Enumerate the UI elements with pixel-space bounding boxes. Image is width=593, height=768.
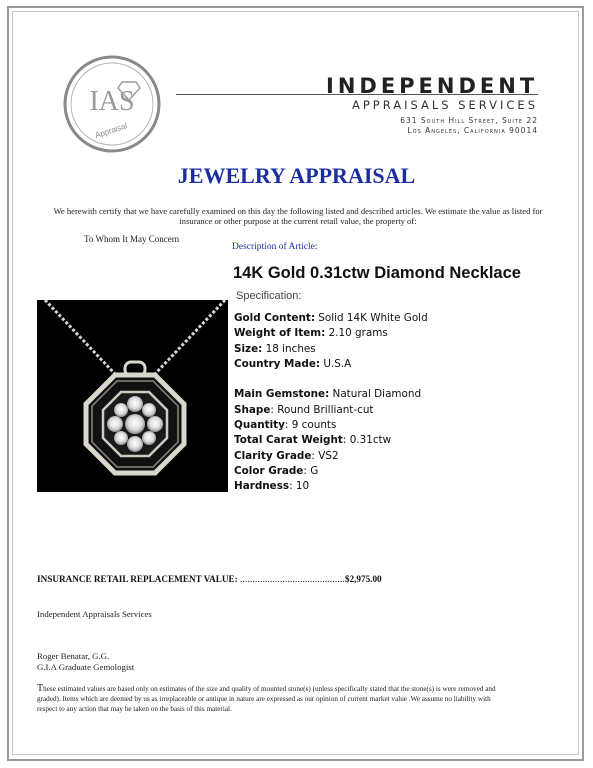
specification-label: Specification: — [236, 290, 302, 302]
spec-row: Color Grade: G — [234, 464, 319, 477]
document-title: JEWELRY APPRAISAL — [177, 163, 416, 188]
company-name: INDEPENDENT — [326, 74, 539, 98]
signatory-title: G.I.A Graduate Gemologist — [37, 662, 135, 672]
necklace-illustration — [37, 300, 228, 492]
spec-row: Shape: Round Brilliant-cut — [234, 403, 374, 416]
header-rule — [176, 94, 538, 95]
spec-row: Main Gemstone: Natural Diamond — [234, 388, 422, 401]
signatory-name: Roger Benatar, G.G. — [37, 651, 110, 661]
spec-row: Country Made: U.S.A — [234, 357, 352, 370]
spec-row: Size: 18 inches — [234, 342, 316, 355]
recipient: To Whom It May Concern — [84, 234, 180, 244]
specification-list — [234, 311, 564, 495]
company-subtitle: APPRAISALS SERVICES — [351, 98, 538, 112]
item-title: 14K Gold 0.31ctw Diamond Necklace — [233, 264, 521, 282]
company-logo — [62, 54, 162, 154]
insurance-value-amount: $2,975.00 — [344, 574, 382, 584]
address-line-1: 631 South Hill Street, Suite 22 — [400, 116, 538, 125]
insurance-value-line — [37, 574, 557, 584]
necklace-photo — [37, 300, 228, 492]
description-label: Description of Article: — [232, 242, 318, 252]
logo-subtext: Appraisal — [93, 121, 129, 141]
spec-row: Clarity Grade: VS2 — [234, 449, 339, 462]
spec-row: Gold Content: Solid 14K White Gold — [234, 312, 428, 324]
spec-row: Weight of Item: 2.10 grams — [234, 327, 388, 340]
issuer-name: Independent Appraisals Services — [37, 609, 152, 619]
spec-row: Hardness: 10 — [234, 480, 310, 493]
insurance-value-label: INSURANCE RETAIL REPLACEMENT VALUE: — [37, 574, 238, 584]
address-line-2: Los Angeles, California 90014 — [407, 126, 538, 135]
logo-text: IAS — [89, 86, 135, 117]
spec-row: Quantity: 9 counts — [234, 419, 337, 432]
disclaimer-text: These estimated values are based only on estimates of the size and quality of mounted stone(s) (unless specifically stated that the stone(s) is were removed and graded). Items which are deemed by us as irreplaceable or antique in nature are expressed as our opinion of current market value .We assume no liability with respect to any action that may be taken on the basis of this material. — [37, 683, 496, 713]
certification-text: We herewith certify that we have carefully examined on this day the following listed and described articles. We estimate the value as listed for insurance or other purpose at the current retail value, the property of: — [53, 206, 543, 226]
spec-row: Total Carat Weight: 0.31ctw — [234, 434, 392, 447]
spec-spacer — [234, 372, 564, 387]
leader-dots: .......................................... — [240, 574, 345, 584]
